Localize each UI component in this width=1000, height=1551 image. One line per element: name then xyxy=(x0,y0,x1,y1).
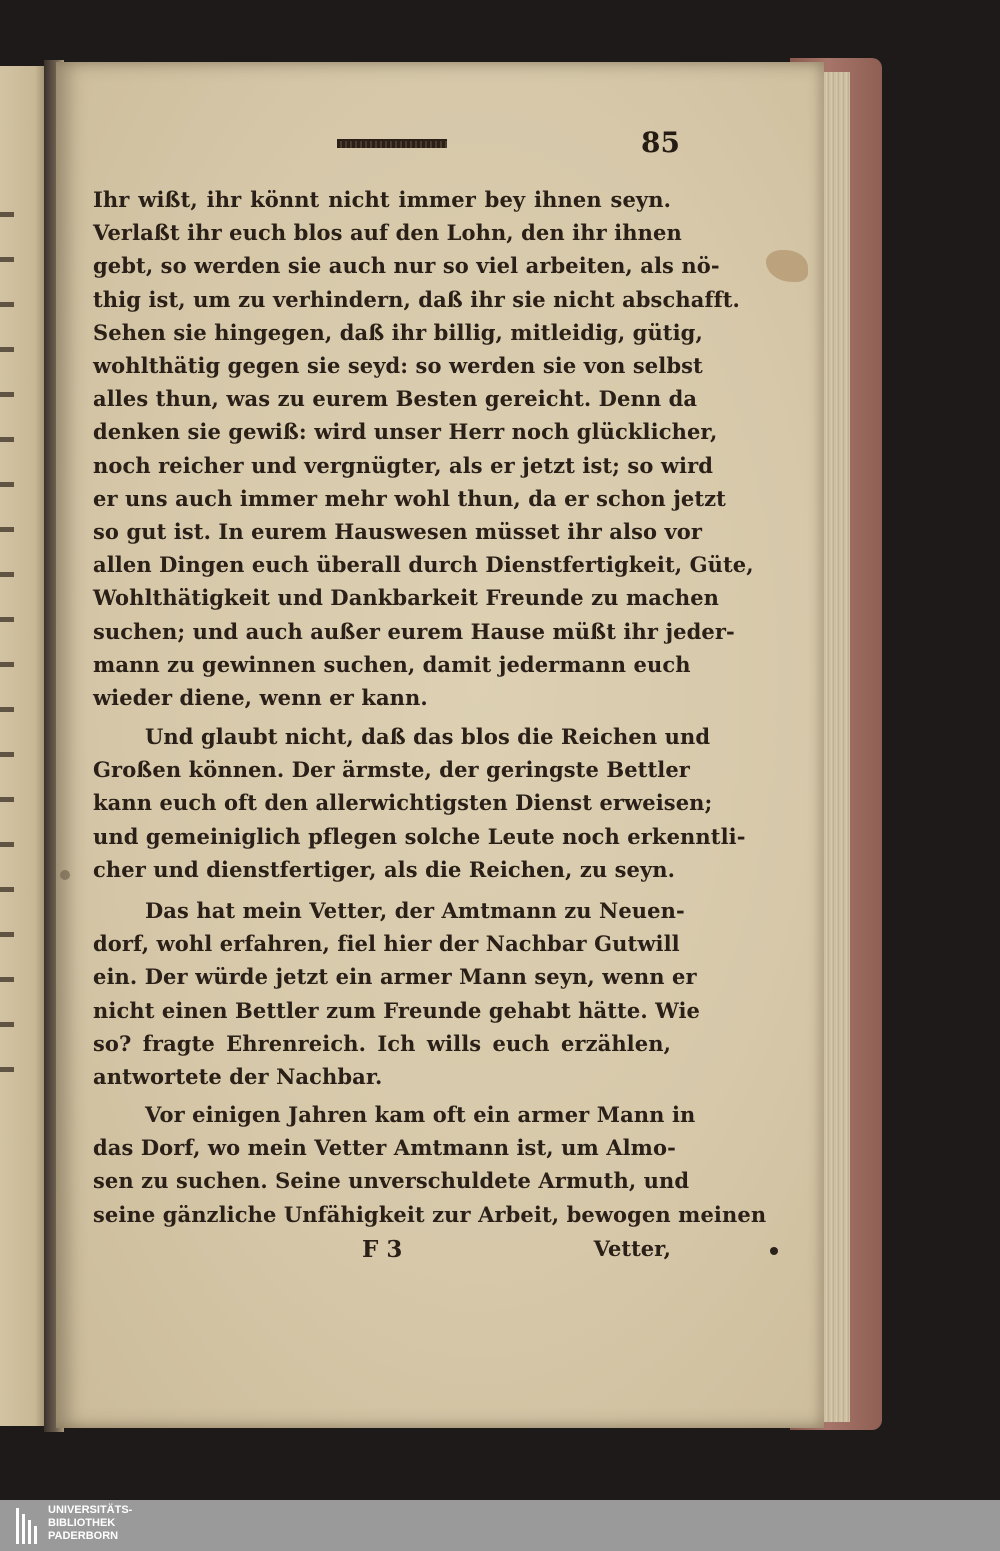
text-line: und gemeiniglich pflegen solche Leute noch erkenntli- xyxy=(93,823,746,849)
text-line: antwortete der Nachbar. xyxy=(93,1064,383,1089)
text-line: Ihr wißt, ihr könnt nicht immer bey ihnen seyn. xyxy=(93,187,671,212)
ink-speck xyxy=(770,1247,778,1255)
library-footer-bar xyxy=(0,1500,1000,1551)
text-line: suchen; und auch außer eurem Hause müßt ihr jeder- xyxy=(93,618,735,644)
left-page-text-fragments xyxy=(0,190,14,1090)
text-line: seine gänzliche Unfähigkeit zur Arbeit, bewogen meinen xyxy=(93,1201,767,1227)
logo-line: UNIVERSITÄTS- xyxy=(48,1504,133,1516)
catchword: Vetter, xyxy=(593,1236,671,1261)
text-line: Sehen sie hingegen, daß ihr billig, mitleidig, gütig, xyxy=(93,319,703,345)
text-line: nicht einen Bettler zum Freunde gehabt hätte. Wie xyxy=(93,997,700,1023)
text-line: sen zu suchen. Seine unverschuldete Armuth, und xyxy=(93,1168,690,1194)
text-line: alles thun, was zu eurem Besten gereicht. Denn da xyxy=(93,386,698,412)
text-line: das Dorf, wo mein Vetter Amtmann ist, um Almo- xyxy=(93,1135,676,1161)
ink-speck xyxy=(60,870,70,880)
logo-line: PADERBORN xyxy=(48,1530,119,1542)
text-line: Das hat mein Vetter, der Amtmann zu Neuen- xyxy=(145,898,685,923)
signature-mark: F 3 xyxy=(362,1236,403,1263)
text-line: kann euch oft den allerwichtigsten Dienst erweisen; xyxy=(93,790,713,816)
text-line: thig ist, um zu verhindern, daß ihr sie nicht abschafft. xyxy=(93,286,740,312)
text-line: cher und dienstfertiger, als die Reichen, zu seyn. xyxy=(93,856,676,882)
text-line: noch reicher und vergnügter, als er jetzt ist; so wird xyxy=(93,452,714,478)
text-line: denken sie gewiß: wird unser Herr noch glücklicher, xyxy=(93,419,718,445)
library-logo-icon xyxy=(16,1508,38,1544)
logo-line: BIBLIOTHEK xyxy=(48,1517,116,1529)
text-line: Verlaßt ihr euch blos auf den Lohn, den ihr ihnen xyxy=(93,220,682,246)
text-line: Vor einigen Jahren kam oft ein armer Mann in xyxy=(145,1102,696,1127)
text-line: Großen können. Der ärmste, der geringste Bettler xyxy=(93,757,690,783)
text-line: so gut ist. In eurem Hauswesen müsset ihr also vor xyxy=(93,519,703,544)
text-line: Und glaubt nicht, daß das blos die Reichen und xyxy=(145,724,711,749)
header-rule xyxy=(337,139,447,148)
text-line: gebt, so werden sie auch nur so viel arbeiten, als nö- xyxy=(93,253,720,279)
text-line: wohlthätig gegen sie seyd: so werden sie von selbst xyxy=(93,353,703,378)
text-line: dorf, wohl erfahren, fiel hier der Nachbar Gutwill xyxy=(93,931,680,957)
page-number: 85 xyxy=(641,126,680,159)
text-line: so? fragte Ehrenreich. Ich wills euch erzählen, xyxy=(93,1030,671,1056)
text-line: Wohlthätigkeit und Dankbarkeit Freunde zu machen xyxy=(93,585,720,611)
text-line: er uns auch immer mehr wohl thun, da er schon jetzt xyxy=(93,485,726,511)
library-logo-text xyxy=(48,1504,132,1543)
text-line: mann zu gewinnen suchen, damit jedermann euch xyxy=(93,651,691,677)
text-line: allen Dingen euch überall durch Dienstfertigkeit, Güte, xyxy=(93,552,754,578)
text-line: wieder diene, wenn er kann. xyxy=(93,685,428,710)
text-line: ein. Der würde jetzt ein armer Mann seyn, wenn er xyxy=(93,964,697,990)
